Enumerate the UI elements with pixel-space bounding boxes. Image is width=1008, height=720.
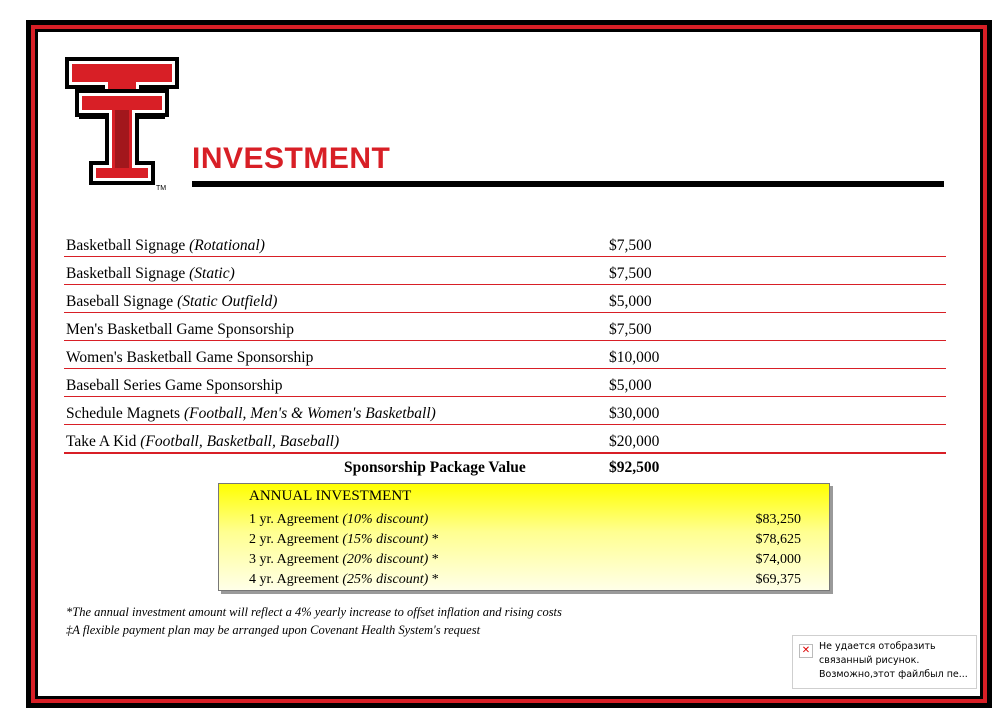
annual-value: $74,000 <box>755 552 801 567</box>
total-row <box>64 454 946 482</box>
item-label: Baseball Series Game Sponsorship <box>66 377 283 394</box>
annual-value: $69,375 <box>755 572 801 587</box>
double-t-logo <box>63 55 181 193</box>
line-item-row <box>64 257 946 285</box>
annual-heading: ANNUAL INVESTMENT <box>249 488 412 504</box>
item-value: $5,000 <box>609 293 652 310</box>
annual-term: 4 yr. Agreement (25% discount) * <box>249 572 439 587</box>
annual-investment-box <box>218 483 830 591</box>
footnote-payment-plan: ‡A flexible payment plan may be arranged upon Covenant Health System's request <box>66 623 481 637</box>
annual-term: 3 yr. Agreement (20% discount) * <box>249 552 439 567</box>
line-items-table <box>64 229 946 482</box>
total-value: $92,500 <box>609 459 660 476</box>
title-underline <box>192 181 944 187</box>
line-item-row <box>64 285 946 313</box>
item-label: Basketball Signage (Static) <box>66 265 235 282</box>
line-item-row <box>64 369 946 397</box>
line-item-row <box>64 397 946 425</box>
line-item-row <box>64 425 946 454</box>
broken-image-message: Не удается отобразить связанный рисунок. Возможно,этот файлбыл пе... <box>819 641 968 680</box>
total-label: Sponsorship Package Value <box>344 459 526 476</box>
item-label: Basketball Signage (Rotational) <box>66 237 265 254</box>
item-value: $30,000 <box>609 405 660 422</box>
broken-image-x-icon: ✕ <box>799 644 813 658</box>
item-value: $5,000 <box>609 377 652 394</box>
trademark-mark: TM <box>156 185 167 192</box>
line-item-row <box>64 341 946 369</box>
annual-row <box>249 572 801 592</box>
annual-row <box>249 532 801 552</box>
item-label: Men's Basketball Game Sponsorship <box>66 321 294 338</box>
annual-value: $83,250 <box>755 512 801 527</box>
broken-image-placeholder <box>792 635 977 689</box>
item-label: Baseball Signage (Static Outfield) <box>66 293 278 310</box>
line-item-row <box>64 313 946 341</box>
item-value: $7,500 <box>609 237 652 254</box>
annual-value: $78,625 <box>755 532 801 547</box>
item-value: $10,000 <box>609 349 660 366</box>
item-label: Women's Basketball Game Sponsorship <box>66 349 314 366</box>
item-value: $7,500 <box>609 265 652 282</box>
item-label: Take A Kid (Football, Basketball, Baseball) <box>66 433 340 450</box>
item-label: Schedule Magnets (Football, Men's & Women's Basketball) <box>66 405 436 422</box>
item-value: $7,500 <box>609 321 652 338</box>
annual-row <box>249 552 801 572</box>
line-item-row <box>64 229 946 257</box>
page-title: INVESTMENT <box>192 142 391 175</box>
annual-term: 2 yr. Agreement (15% discount) * <box>249 532 439 547</box>
annual-row <box>249 512 801 532</box>
item-value: $20,000 <box>609 433 660 450</box>
footnote-inflation: *The annual investment amount will reflect a 4% yearly increase to offset inflation and rising costs <box>66 605 562 619</box>
annual-term: 1 yr. Agreement (10% discount) <box>249 512 429 527</box>
